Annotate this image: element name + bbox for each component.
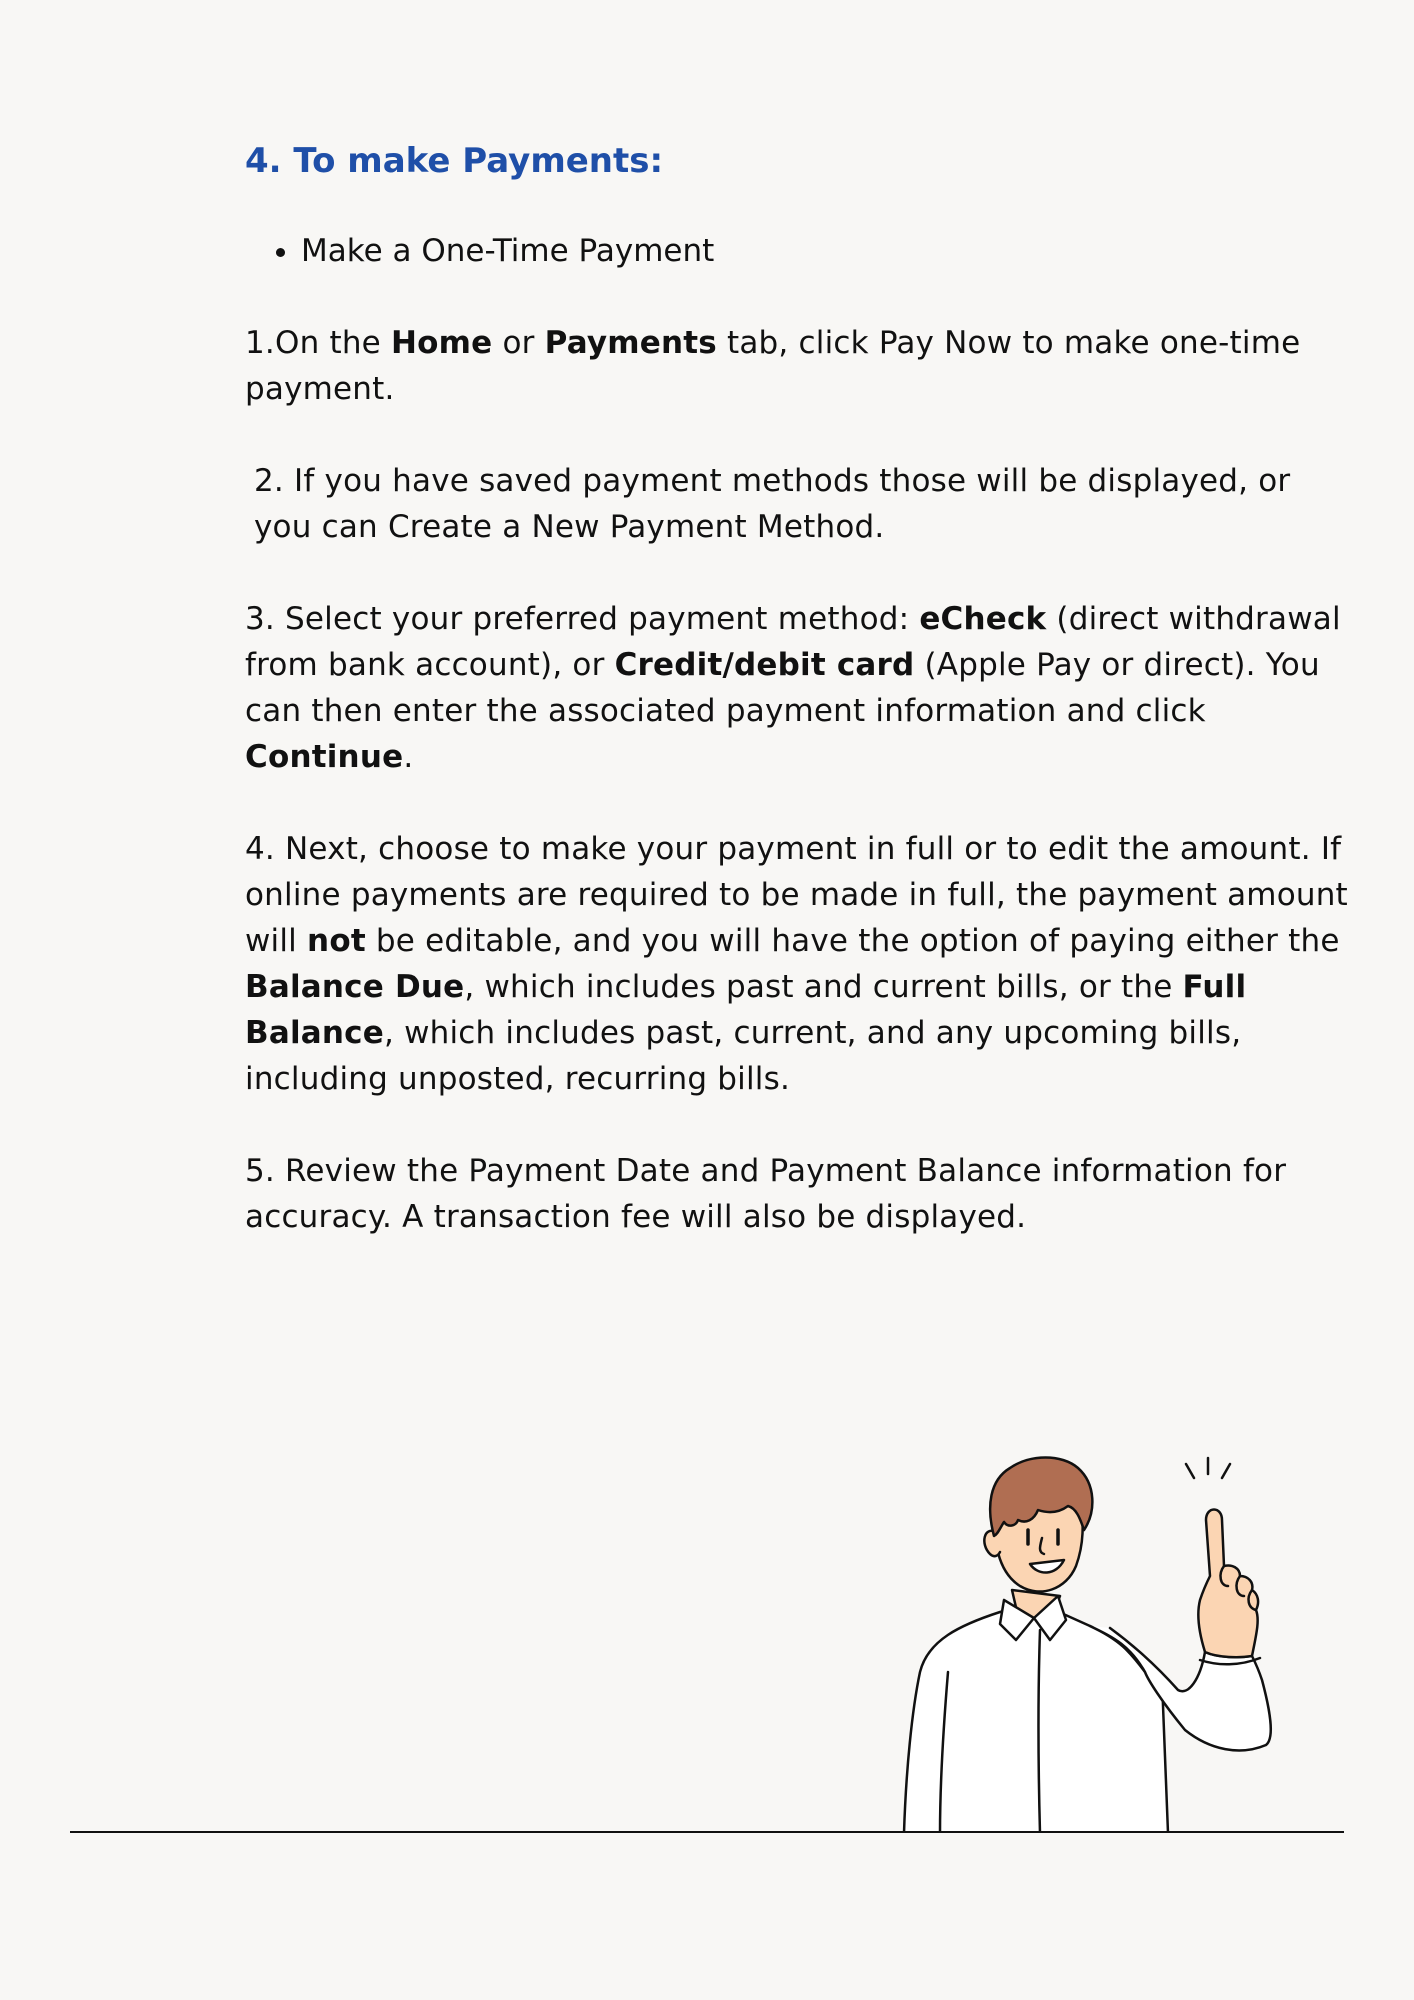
step-1-text-a: 1.On the [245, 325, 392, 361]
step-3 [245, 596, 1355, 780]
step-4-text-a: 4. Next, choose to make your payment in full or to edit the amount. If online payments are required to be made in full, the payment amount will [245, 831, 1348, 959]
step-4 [245, 826, 1355, 1102]
step-3-text-c: (direct withdrawal from bank account), or [245, 601, 1341, 683]
step-4-text-d: , which includes past and current bills, or the [464, 969, 1183, 1005]
raised-hand [1198, 1510, 1258, 1658]
step-1 [245, 320, 1355, 412]
step-4-text-c: be editable, and you will have the option of paying either the [365, 923, 1340, 959]
step-4-full-balance-bold: Full Balance [245, 969, 1247, 1051]
step-1-text-c: or [492, 325, 545, 361]
step-5: 5. Review the Payment Date and Payment Balance information for accuracy. A transaction fee will also be displayed. [245, 1153, 1287, 1235]
step-1-text-d: tab, click Pay Now to make one-time payment. [245, 325, 1301, 407]
pointing-man-illustration [900, 1440, 1300, 1833]
step-3-card-bold: Credit/debit card [614, 647, 915, 683]
step-1-payments-bold: Payments [544, 325, 717, 361]
idea-ray-left [1186, 1464, 1194, 1478]
step-1-home-bold: Home [391, 325, 493, 361]
instructions-content [245, 138, 1355, 1240]
step-3-text-a: 3. Select your preferred payment method: [245, 601, 920, 637]
step-3-echeck-bold: eCheck [919, 601, 1047, 637]
idea-ray-right [1222, 1464, 1230, 1478]
bullet-list [245, 228, 1355, 274]
step-4-balance-due-bold: Balance Due [245, 969, 465, 1005]
bullet-item-one-time-payment: • Make a One-Time Payment [301, 228, 1355, 274]
step-2: 2. If you have saved payment methods those will be displayed, or you can Create a New Payment Method. [254, 463, 1291, 545]
section-heading: 4. To make Payments: [245, 141, 664, 181]
step-3-text-e: . [403, 739, 414, 775]
step-4-text-e: , which includes past, current, and any upcoming bills, including unposted, recurring bills. [245, 1015, 1242, 1097]
step-4-not-bold: not [307, 923, 366, 959]
ground-divider-line [70, 1831, 1344, 1833]
step-3-continue-bold: Continue [245, 739, 404, 775]
step-3-text-d: (Apple Pay or direct). You can then enter the associated payment information and click [245, 647, 1320, 729]
